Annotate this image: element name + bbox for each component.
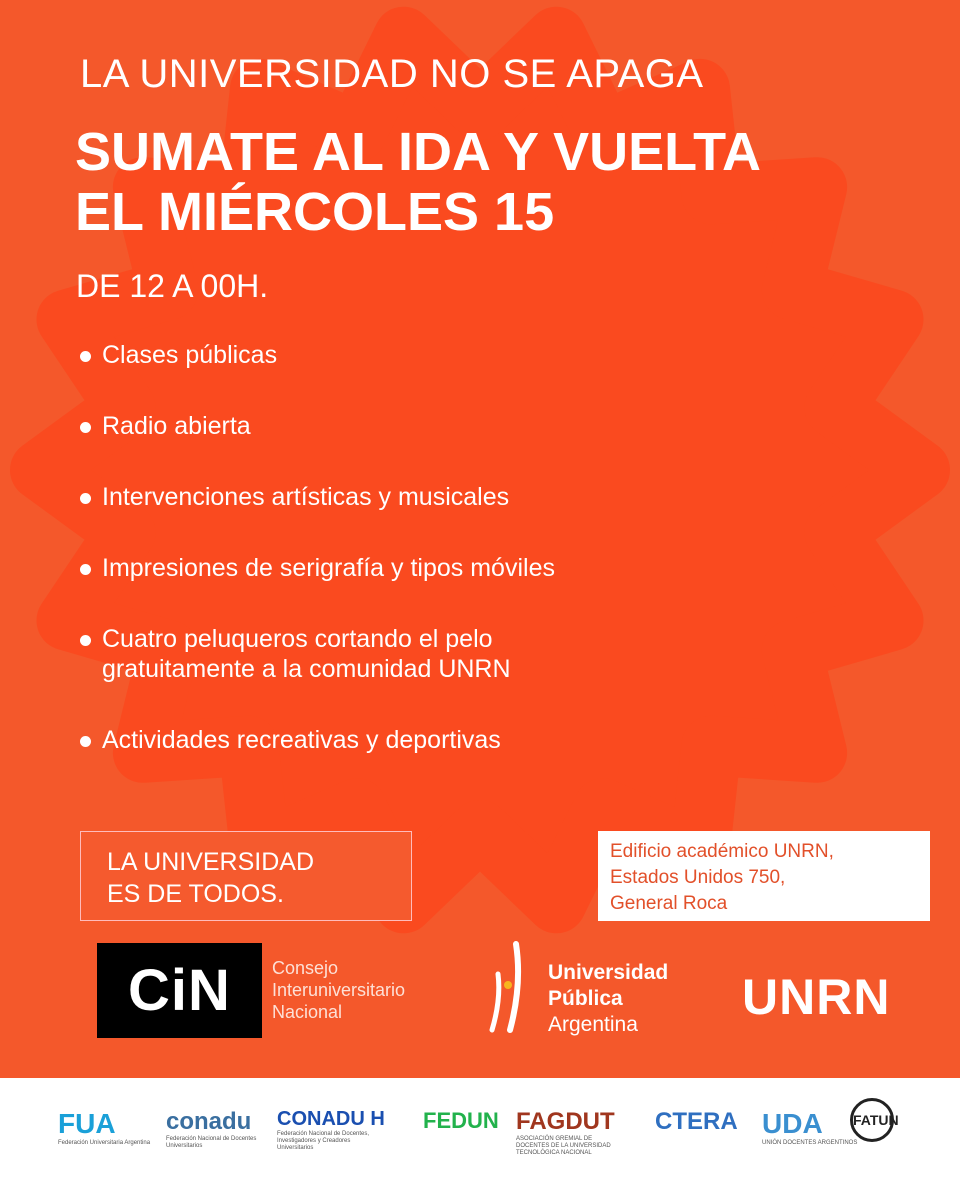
partner-name: UDA (762, 1108, 823, 1139)
list-item: Actividades recreativas y deportivas (78, 725, 598, 755)
partner-subtitle: Federación Universitaria Argentina (58, 1140, 151, 1146)
partner-logo-ctera (655, 1108, 738, 1136)
upa-logo-icon (486, 940, 536, 1036)
title-line-1: SUMATE AL IDA Y VUELTA (75, 122, 762, 182)
cin-name (272, 957, 405, 1023)
partner-name: FUA (58, 1108, 116, 1139)
upa-line: Argentina (548, 1013, 638, 1036)
partner-name: FAGDUT (516, 1108, 615, 1135)
cin-name-line: Nacional (272, 1002, 343, 1022)
address-line: Estados Unidos 750, (610, 867, 786, 888)
partner-logo-fatun (850, 1098, 899, 1142)
kicker-heading: LA UNIVERSIDAD NO SE APAGA (80, 52, 704, 96)
list-item: Clases públicas (78, 340, 598, 370)
partner-name: CONADU H (277, 1108, 385, 1130)
partner-logo-fagdut (516, 1108, 626, 1157)
partner-subtitle: Federación Nacional de Docentes, Investigadores y Creadores Universitarios (277, 1131, 370, 1151)
upa-line: Universidad (548, 961, 669, 984)
list-item: Impresiones de serigrafía y tipos móviles (78, 553, 598, 583)
list-item: Cuatro peluqueros cortando el pelo gratuitamente a la comunidad UNRN (78, 624, 598, 684)
partner-logo-conadu (166, 1108, 276, 1150)
upa-line: Pública (548, 987, 623, 1010)
partner-logo-fedun (423, 1108, 499, 1134)
cin-logo: CiN (97, 943, 262, 1038)
partner-name: CTERA (655, 1108, 738, 1135)
partner-subtitle: Federación Nacional de Docentes Universitarios (166, 1136, 257, 1149)
activity-list (78, 340, 598, 796)
slogan-line: LA UNIVERSIDAD (107, 848, 315, 876)
address-line: General Roca (610, 893, 728, 914)
address-box (598, 831, 930, 921)
main-title (75, 122, 761, 242)
event-time: DE 12 A 00H. (76, 268, 269, 304)
partner-subtitle: ASOCIACIÓN GREMIAL DE DOCENTES DE LA UNIVERSIDAD TECNOLÓGICA NACIONAL (516, 1136, 611, 1156)
cin-name-line: Interuniversitario (272, 980, 406, 1000)
list-item: Intervenciones artísticas y musicales (78, 482, 598, 512)
title-line-2: EL MIÉRCOLES 15 (75, 182, 555, 242)
partner-name: conadu (166, 1108, 252, 1135)
slogan-box (80, 831, 412, 921)
partner-logo-conadu-h (277, 1108, 387, 1152)
upa-name (548, 960, 668, 1038)
partner-name: FEDUN (423, 1108, 499, 1133)
partner-logo-fua (58, 1108, 168, 1147)
address-line: Edificio académico UNRN, (610, 841, 834, 862)
list-item: Radio abierta (78, 411, 598, 441)
unrn-logo: UNRN (742, 969, 891, 1025)
slogan-line: ES DE TODOS. (107, 880, 284, 908)
partner-subtitle: UNIÓN DOCENTES ARGENTINOS (762, 1140, 858, 1146)
cin-name-line: Consejo (272, 958, 339, 978)
partner-name: FATUN (853, 1112, 899, 1128)
